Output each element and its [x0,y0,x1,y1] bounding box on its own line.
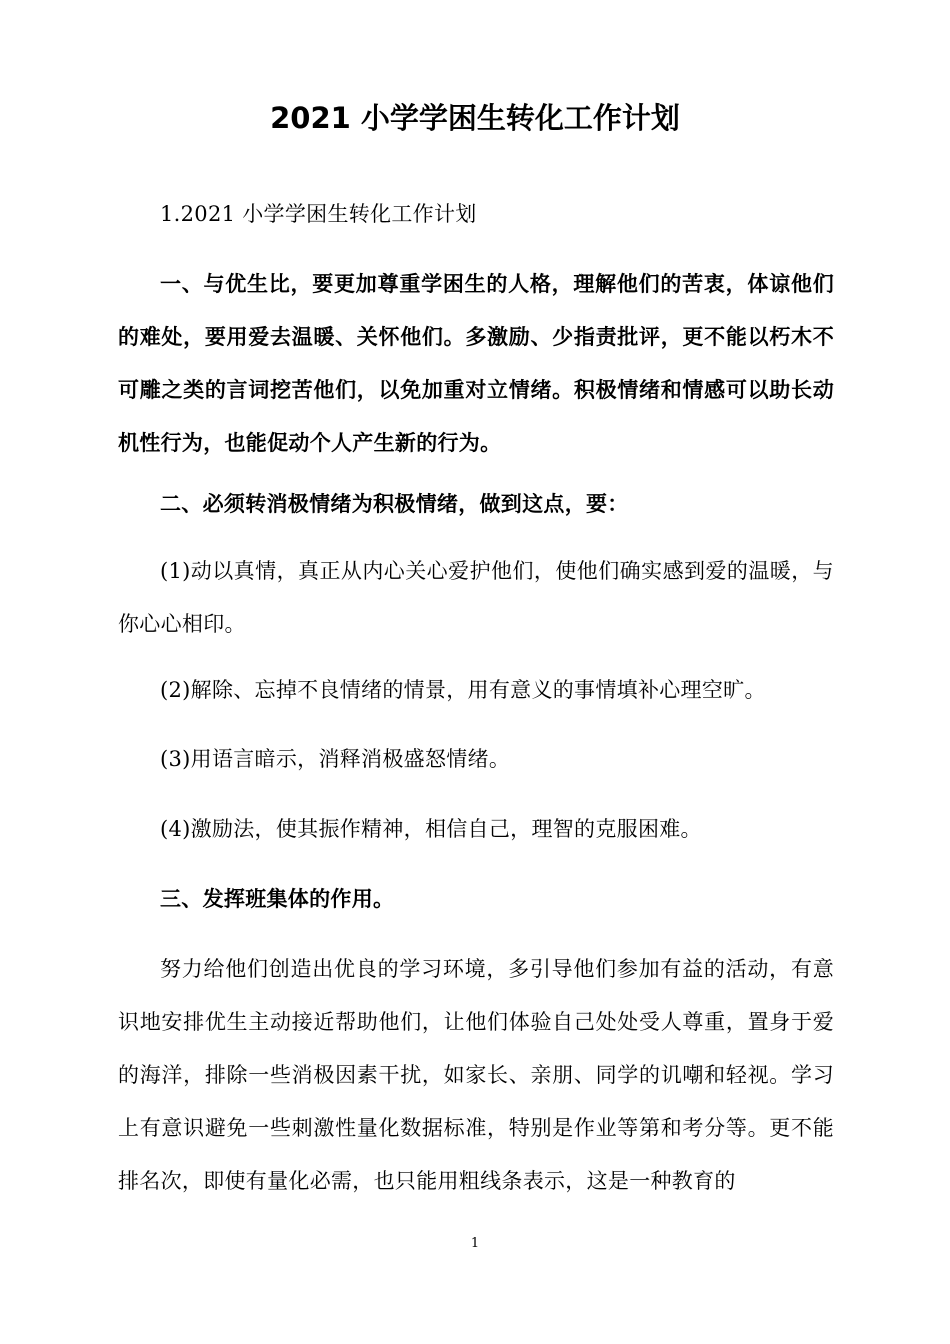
list-item-2: (2)解除、忘掉不良情绪的情景，用有意义的事情填补心理空旷。 [160,678,766,702]
document-title: 2021 小学学困生转化工作计划 [270,101,680,135]
section-1-paragraph: 一、与优生比，要更加尊重学困生的人格，理解他们的苦衷，体谅他们的难处，要用爱去温暖、关怀他们。多激励、少指责批评，更不能以朽木不可雕之类的言词挖苦他们，以免加重对立情绪。积极情绪和情感可以助长动机性行为，也能促动个人产生新的行为。 [118,272,834,455]
section-3-heading: 三、发挥班集体的作用。 [160,887,395,911]
section-2-heading: 二、必须转消极情绪为积极情绪，做到这点，要： [160,492,629,516]
list-item-3: (3)用语言暗示，消释消极盛怒情绪。 [160,747,511,771]
list-item-1: (1)动以真情，真正从内心关心爱护他们，使他们确实感到爱的温暖，与你心心相印。 [118,559,834,636]
section-3-body: 努力给他们创造出优良的学习环境，多引导他们参加有益的活动，有意识地安排优生主动接近帮助他们，让他们体验自己处处受人尊重，置身于爱的海洋，排除一些消极因素干扰，如家长、亲朋、同学的讥嘲和轻视。学习上有意识避免一些刺激性量化数据标准，特别是作业等第和考分等。更不能排名次，即使有量化必需，也只能用粗线条表示，这是一种教育的 [118,957,834,1193]
document-subtitle: 1.2021 小学学困生转化工作计划 [160,202,477,226]
list-item-4: (4)激励法，使其振作精神，相信自己，理智的克服困难。 [160,817,702,841]
page-number: 1 [470,1236,480,1251]
